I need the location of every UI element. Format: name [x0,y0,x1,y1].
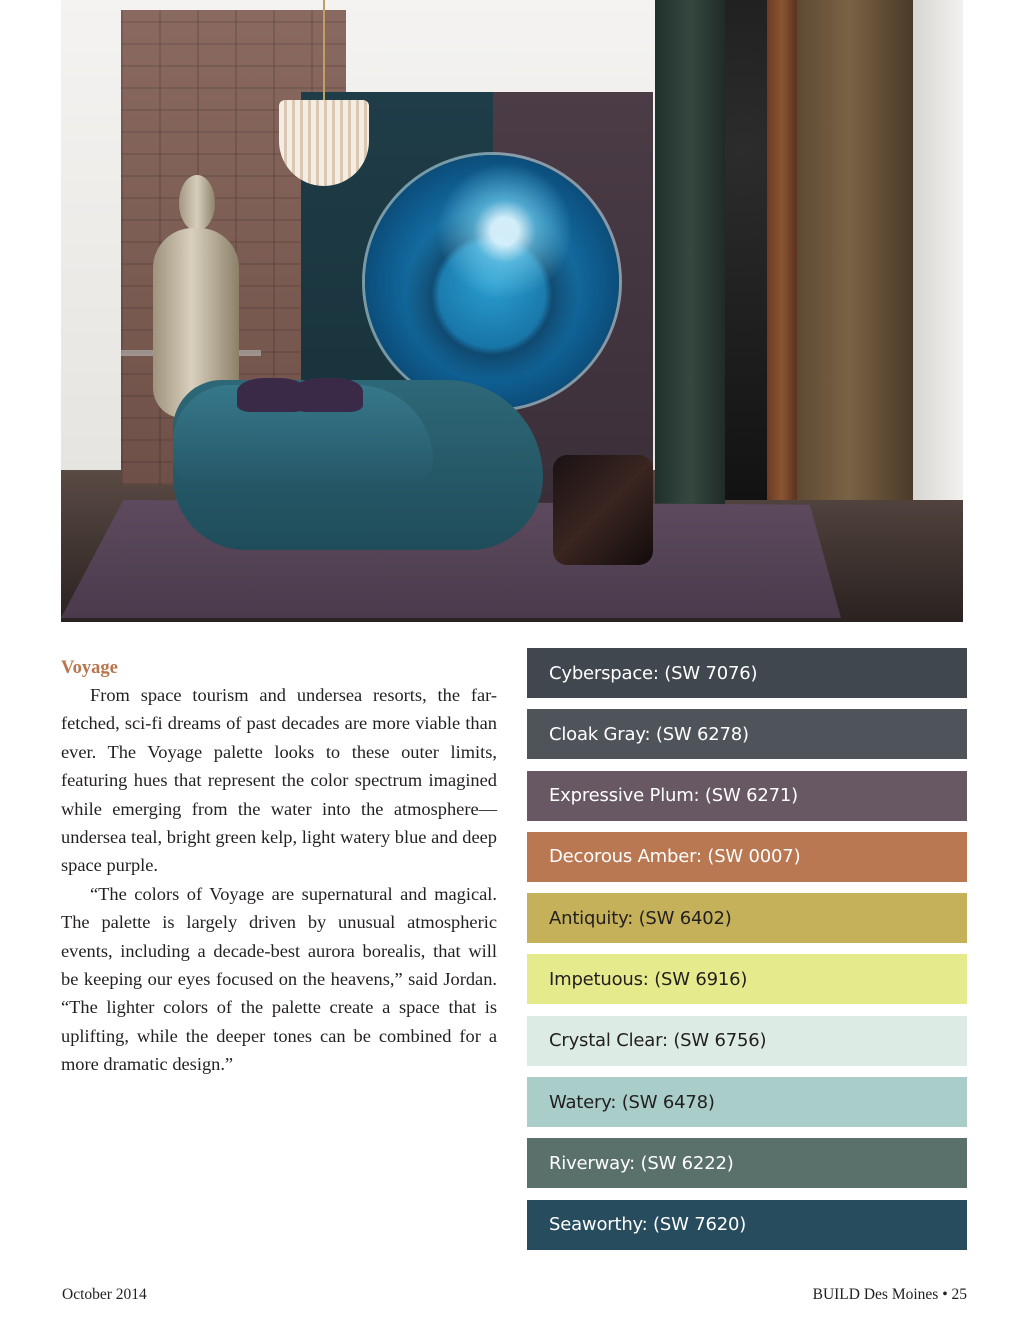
footer-date: October 2014 [62,1286,147,1303]
photo-green-column [655,0,725,520]
photo-underwater-porthole [365,155,619,409]
color-swatch: Decorous Amber: (SW 0007) [527,832,967,882]
photo-side-stool [553,455,653,565]
photo-mannequin-head [179,175,215,231]
footer-publication: BUILD Des Moines • 25 [812,1286,967,1303]
article-paragraph: From space tourism and undersea resorts, the far-fetched, sci-fi dreams of past decades are more viable than ever. The Voyage palette looks to these outer limits, featuring hues that represent the color spectrum imagined while emerging from the water into the atmosphere—undersea teal, bright green kelp, light watery blue and deep space purple. [61,685,497,876]
color-swatch: Watery: (SW 6478) [527,1077,967,1127]
color-palette [527,648,967,1261]
photo-bronze-column [797,0,913,500]
color-swatch: Expressive Plum: (SW 6271) [527,771,967,821]
photo-copper-column [767,0,797,500]
article-heading: Voyage [61,658,118,678]
photo-chandelier-rod [323,0,325,100]
photo-pillow [293,378,363,412]
article-paragraph: “The colors of Voyage are supernatural and magical. The palette is largely driven by unusual atmospheric events, including a decade-best aurora borealis, that will be keeping our eyes focused on the heavens,” said Jordan. “The lighter colors of the palette create a space that is uplifting, while the deeper tones can be combined for a more dramatic design.” [61,883,497,1075]
color-swatch: Antiquity: (SW 6402) [527,893,967,943]
photo-white-wall [913,0,963,500]
color-swatch: Crystal Clear: (SW 6756) [527,1016,967,1066]
article [61,655,497,1079]
color-swatch: Riverway: (SW 6222) [527,1138,967,1188]
photo-chandelier [279,100,369,186]
color-swatch: Cloak Gray: (SW 6278) [527,709,967,759]
hero-photo [61,0,963,622]
color-swatch: Impetuous: (SW 6916) [527,954,967,1004]
color-swatch: Cyberspace: (SW 7076) [527,648,967,698]
color-swatch: Seaworthy: (SW 7620) [527,1200,967,1250]
photo-granite-column [725,0,767,500]
